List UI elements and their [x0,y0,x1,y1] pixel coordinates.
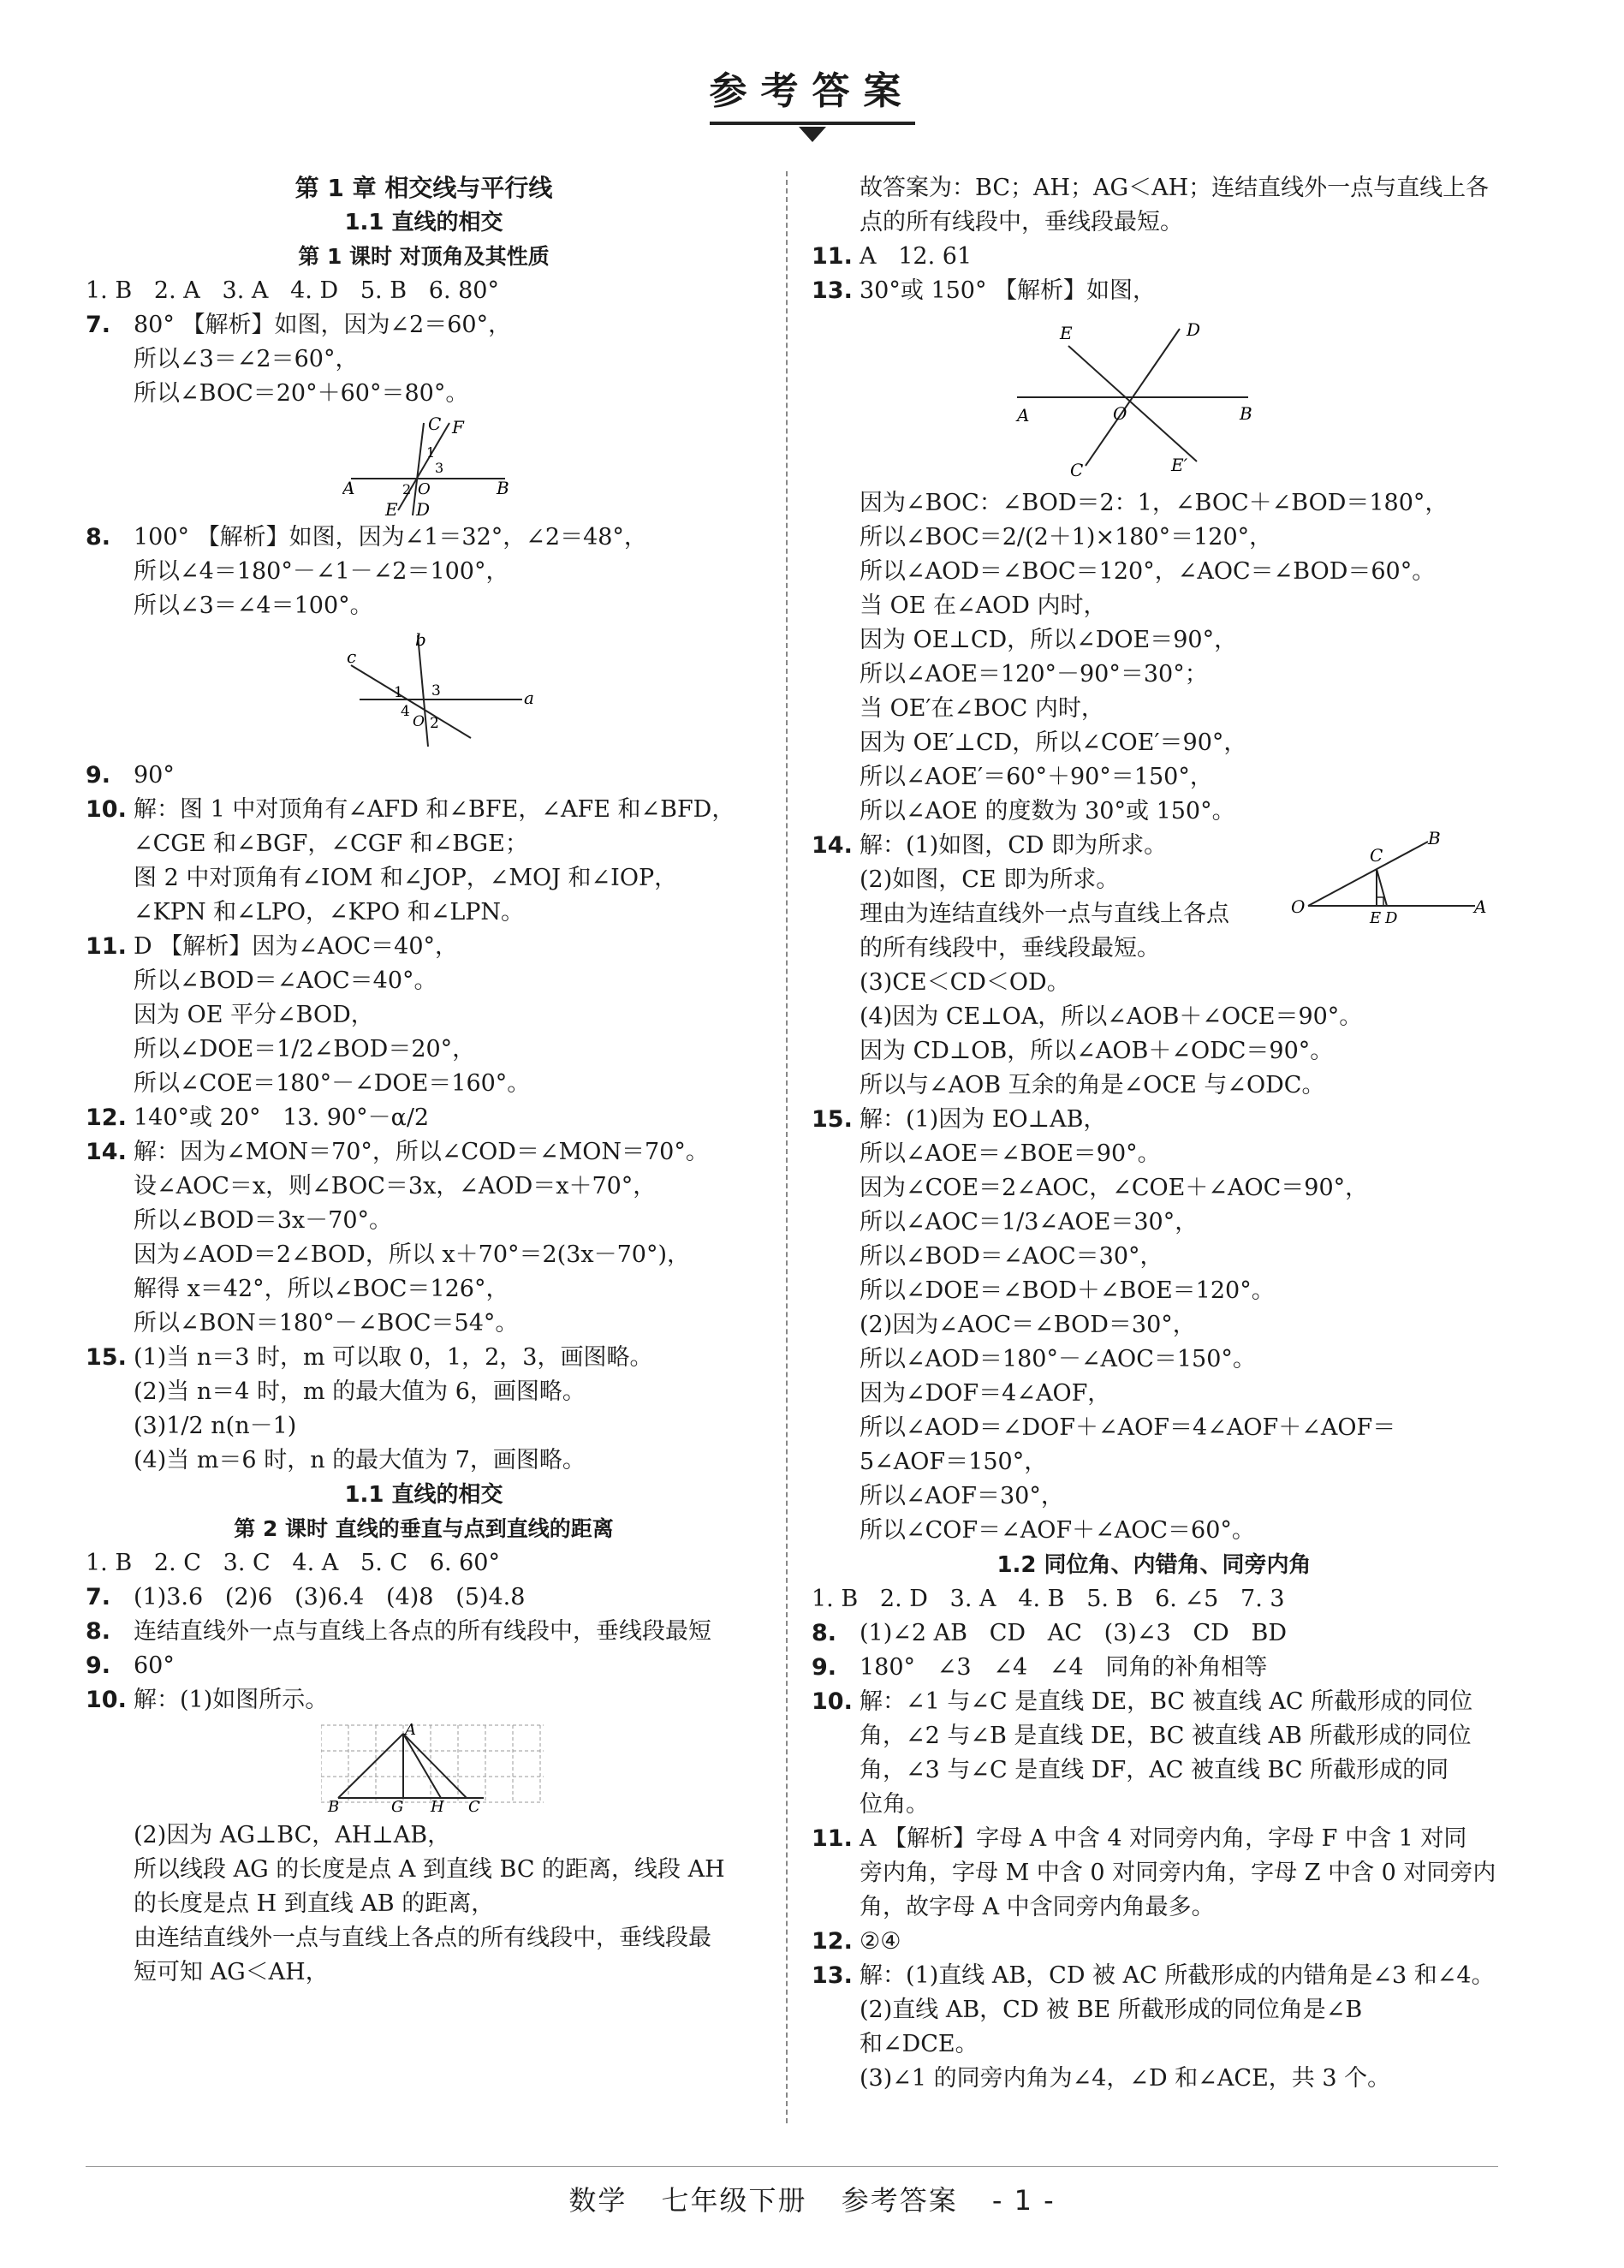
page-title-text: 参考答案 [709,69,915,113]
fig7-label: 1 [426,444,436,461]
fig7-label: 3 [435,460,444,476]
footer-grade: 七年级下册 [661,2184,807,2217]
answer-line: 因为 OE⊥CD，所以∠DOE＝90°， [860,627,1238,653]
answer-line: 解：图 1 中对顶角有∠AFD 和∠BFE，∠AFE 和∠BFD， [134,796,735,823]
section-heading: 1.2 同位角、内错角、同旁内角 [996,1552,1312,1578]
answer-line: (4)当 m＝6 时，n 的最大值为 7，画图略。 [134,1447,586,1473]
fig8-label: b [415,629,426,650]
fig7-label: E [385,499,398,517]
answer-13-solution [812,486,1496,829]
answer-14 [86,1135,762,1341]
answer-13 [812,274,1496,308]
answer-line: 短可知 AG＜AH， [134,1959,329,1985]
answer-line: (2)直线 AB，CD 被 BE 所截形成的同位角是∠B [860,1997,1363,2023]
fig10-label: G [391,1798,404,1815]
fig7-label: D [416,499,431,517]
lesson-heading: 第 1 课时 对顶角及其性质 [298,244,550,269]
answer-number: 13. [812,1962,853,1989]
answer-line: 因为 CD⊥OB，所以∠AOB＋∠ODC＝90°。 [860,1038,1334,1064]
answer-line: 点的所有线段中，垂线段最短。 [860,209,1183,235]
answer-line: A 12. 61 [860,243,973,270]
answer-number: 12. [812,1928,853,1955]
answer-line: 解：(1)因为 EO⊥AB， [860,1106,1107,1133]
answer-line: 图 2 中对顶角有∠IOM 和∠JOP，∠MOJ 和∠IOP， [134,865,678,891]
answer-line: (3)1/2 n(n－1) [134,1413,297,1439]
fig8-label: 2 [430,715,439,732]
answer-line: 位角。 [860,1791,929,1818]
answer-10-tail [812,171,1496,240]
answer-number: 14. [86,1139,127,1165]
answer-number: 14. [812,832,853,859]
fig13-label: E′ [1171,455,1188,475]
answer-line: ∠CGE 和∠BGF，∠CGF 和∠BGE； [134,830,528,857]
fig7-label: F [452,417,464,438]
fig10-label: H [431,1798,444,1815]
answer-line: 所以∠3＝∠4＝100°。 [134,592,373,619]
figure-13-diagram [1008,312,1265,483]
answer-7 [86,308,762,411]
answer-line: (2)当 n＝4 时，m 的最大值为 6，画图略。 [134,1378,586,1405]
fig13-label: D [1187,319,1201,340]
answer-number: 8. [86,524,111,551]
right-column [812,171,1496,2096]
answer-line: (2)如图，CE 即为所求。 [860,866,1120,893]
answer-line: 解：(1)如图所示。 [134,1687,329,1713]
left-column [86,171,762,1990]
answer-line: 所以∠COF＝∠AOF＋∠AOC＝60°。 [860,1517,1255,1544]
answer-line: 当 OE 在∠AOD 内时， [860,592,1107,619]
answer-line: (3)∠1 的同旁内角为∠4，∠D 和∠ACE，共 3 个。 [860,2065,1391,2092]
answer-number: 15. [812,1106,853,1133]
fig14-label: B [1428,829,1441,848]
answer-line: (3)CE＜CD＜OD。 [860,969,1070,996]
answer-13 [812,1959,1496,2096]
answer-line: 角，∠2 与∠B 是直线 DE，BC 被直线 AB 所截形成的同位 [860,1723,1472,1749]
answer-line: D 【解析】因为∠AOC＝40°， [134,933,459,960]
fig7-label: C [428,414,442,434]
answer-line: 90° [134,762,175,789]
answer-line: 所以∠BOC＝2/(2＋1)×180°＝120°， [860,524,1273,551]
footer-label: 参考答案 [841,2184,958,2217]
answer-line: 所以∠4＝180°－∠1－∠2＝100°， [134,558,509,585]
answer-line: 的长度是点 H 到直线 AB 的距离， [134,1890,495,1917]
answer-line: 由连结直线外一点与直线上各点的所有线段中，垂线段最 [134,1925,711,1951]
answer-line: 所以线段 AG 的长度是点 A 到直线 BC 的距离，线段 AH [134,1856,725,1883]
answer-number: 15. [86,1344,127,1371]
answer-number: 10. [86,1687,127,1713]
answer-line: 解：(1)直线 AB，CD 被 AC 所截形成的内错角是∠3 和∠4。 [860,1962,1495,1989]
section-heading: 1.1 直线的相交 [344,1482,503,1508]
answer-number: 9. [812,1654,837,1681]
answer-line: 所以∠AOF＝30°， [860,1483,1064,1509]
answer-number: 7. [86,312,111,338]
figure-7-diagram [342,414,514,517]
answer-line: 所以∠DOE＝∠BOD＋∠BOE＝120°。 [860,1277,1275,1304]
answer-line: 旁内角，字母 M 中含 0 对同旁内角，字母 Z 中含 0 对同旁内 [860,1860,1496,1886]
answer-8 [812,1616,1496,1651]
answer-line: 因为 OE′⊥CD，所以∠COE′＝90°， [860,729,1247,756]
answer-line: 所以∠AOD＝∠BOC＝120°，∠AOC＝∠BOD＝60°。 [860,558,1436,585]
answer-8 [86,1615,762,1649]
figure-8-diagram [342,627,539,755]
fig8-label: c [347,646,357,667]
answer-line: 解：∠1 与∠C 是直线 DE，BC 被直线 AC 所截形成的同位 [860,1688,1473,1715]
fig14-label: D [1385,909,1398,923]
answers-1-7: 1. B 2. D 3. A 4. B 5. B 6. ∠5 7. 3 [812,1586,1285,1612]
answer-line: 140°或 20° 13. 90°－α/2 [134,1104,430,1131]
fig10-label: A [405,1721,416,1739]
footer-rule [86,2166,1498,2167]
answers-1-6: 1. B 2. A 3. A 4. D 5. B 6. 80° [86,277,499,304]
fig13-label: C [1070,460,1084,480]
answer-12 [812,1925,1496,1959]
fig14-label: C [1370,845,1383,866]
fig8-label: O [413,713,425,730]
answer-line: (4)因为 CE⊥OA，所以∠AOB＋∠OCE＝90°。 [860,1003,1363,1030]
fig8-label: a [524,688,534,708]
answer-11 [86,930,762,1101]
answer-number: 9. [86,762,111,789]
answer-number: 13. [812,277,853,304]
answer-11 [812,1822,1496,1925]
fig14-label: A [1474,896,1487,917]
answer-9 [86,759,762,793]
answer-line: 所以∠AOE′＝60°＋90°＝150°， [860,764,1213,790]
answer-line: 角，故字母 A 中含同旁内角最多。 [860,1894,1215,1920]
answer-line: 因为∠BOC：∠BOD＝2：1，∠BOC＋∠BOD＝180°， [860,490,1449,516]
fig8-label: 3 [431,682,441,699]
answer-10 [86,1683,762,1717]
answer-line: ∠KPN 和∠LPO，∠KPO 和∠LPN。 [134,899,525,926]
section-heading: 1.1 直线的相交 [344,210,503,235]
answer-line: 所以∠AOE＝∠BOE＝90°。 [860,1140,1161,1167]
answer-line: (1)∠2 AB CD AC (3)∠3 CD BD [860,1620,1288,1646]
fig13-label: E [1060,323,1073,343]
answer-line: 所以∠BOD＝3x－70°。 [134,1207,393,1234]
answer-line: 所以∠AOD＝180°－∠AOC＝150°。 [860,1346,1256,1372]
answer-10 [812,1685,1496,1822]
answer-line: 所以∠AOD＝∠DOF＋∠AOF＝4∠AOF＋∠AOF＝ [860,1414,1396,1441]
page-header [0,60,1624,125]
answer-line: A 【解析】字母 A 中含 4 对同旁内角，字母 F 中含 1 对同 [860,1825,1467,1852]
chapter-heading: 第 1 章 相交线与平行线 [294,174,553,202]
title-arrow-icon [799,127,826,142]
answer-line: 所以∠DOE＝1/2∠BOD＝20°， [134,1036,476,1063]
answer-line: 所以∠AOE＝120°－90°＝30°； [860,661,1208,688]
answer-line: 因为∠COE＝2∠AOC，∠COE＋∠AOC＝90°， [860,1175,1369,1201]
page-title [710,60,915,125]
answer-line: (2)因为∠AOC＝∠BOD＝30°， [860,1312,1196,1338]
answer-line: 5∠AOF＝150°， [860,1449,1048,1475]
figure-14-diagram [1291,829,1488,923]
answer-line: 所以∠BOD＝∠AOC＝30°， [860,1243,1163,1270]
answer-number: 11. [812,243,853,270]
fig7-label: A [342,478,355,498]
answer-line: 和∠DCE。 [860,2031,979,2057]
answer-line: (2)因为 AG⊥BC，AH⊥AB， [134,1822,451,1848]
fig7-label: B [497,478,509,498]
fig13-label: O [1113,403,1127,424]
answer-line: 解：因为∠MON＝70°，所以∠COD＝∠MON＝70°。 [134,1139,709,1165]
figure-10-grid-diagram [321,1721,552,1815]
answer-number: 11. [812,1825,853,1852]
answer-12-13 [86,1101,762,1135]
answer-line: 所以∠BOC＝20°＋60°＝80°。 [134,380,469,407]
answer-line: 60° [134,1652,175,1679]
answer-line: 因为∠DOF＝4∠AOF， [860,1380,1111,1407]
answer-8 [86,521,762,623]
answer-11-12 [812,240,1496,274]
fig8-label: 1 [394,684,403,701]
answer-line: 角，∠3 与∠C 是直线 DF，AC 被直线 BC 所截形成的同 [860,1757,1449,1783]
answer-line: 解得 x＝42°，所以∠BOC＝126°， [134,1276,509,1302]
fig14-label: O [1291,896,1306,917]
page-number: - 1 - [991,2184,1056,2217]
fig13-label: B [1240,403,1252,424]
answer-10 [86,793,762,930]
answer-line: 所以与∠AOB 互余的角是∠OCE 与∠ODC。 [860,1072,1325,1098]
answer-line: 解：(1)如图，CD 即为所求。 [860,832,1168,859]
answer-number: 8. [812,1620,837,1646]
answer-line: 30°或 150° 【解析】如图， [860,277,1157,304]
answer-line: ②④ [860,1928,901,1955]
answer-line: 所以∠3＝∠2＝60°， [134,346,359,372]
answer-line: (1)当 n＝3 时，m 可以取 0，1，2，3，画图略。 [134,1344,653,1371]
answer-14 [812,829,1496,1103]
fig10-label: B [328,1798,340,1815]
lesson-heading: 第 2 课时 直线的垂直与点到直线的距离 [234,1516,614,1541]
answer-15 [86,1341,762,1478]
answer-line: 的所有线段中，垂线段最短。 [860,935,1160,961]
answer-line: 180° ∠3 ∠4 ∠4 同角的补角相等 [860,1654,1268,1681]
answer-line: 因为∠AOD＝2∠BOD，所以 x＋70°＝2(3x－70°)， [134,1241,691,1268]
fig7-label: O [418,480,431,498]
fig14-label: E [1370,909,1382,923]
answer-9 [812,1651,1496,1685]
answer-line: 所以∠BOD＝∠AOC＝40°。 [134,967,437,994]
footer-subject: 数学 [568,2184,628,2217]
answer-number: 8. [86,1618,111,1645]
answer-line: 故答案为：BC；AH；AG＜AH；连结直线外一点与直线上各 [860,175,1490,201]
answer-line: 理由为连结直线外一点与直线上各点 [860,901,1229,927]
answer-line: 所以∠AOE 的度数为 30°或 150°。 [860,798,1235,824]
answer-number: 12. [86,1104,127,1131]
answer-line: 所以∠AOC＝1/3∠AOE＝30°， [860,1209,1199,1235]
answer-line: 当 OE′在∠BOC 内时， [860,695,1104,722]
answer-line: 设∠AOC＝x，则∠BOC＝3x，∠AOD＝x＋70°， [134,1173,657,1199]
answers-1-6: 1. B 2. C 3. C 4. A 5. C 6. 60° [86,1550,500,1576]
column-divider [786,171,788,2123]
fig7-label: 2 [402,481,412,497]
answer-15 [812,1103,1496,1548]
fig13-label: A [1017,405,1030,426]
fig10-label: C [468,1798,480,1815]
answer-number: 10. [86,796,127,823]
answer-7 [86,1580,762,1615]
answer-number: 11. [86,933,127,960]
answer-number: 9. [86,1652,111,1679]
answer-line: 80° 【解析】如图，因为∠2＝60°， [134,312,512,338]
answer-10-continued [86,1819,762,1990]
answer-line: 因为 OE 平分∠BOD， [134,1002,374,1028]
answer-line: 所以∠COE＝180°－∠DOE＝160°。 [134,1070,531,1097]
answer-line: 100° 【解析】如图，因为∠1＝32°，∠2＝48°， [134,524,647,551]
answer-line: 所以∠BON＝180°－∠BOC＝54°。 [134,1310,519,1336]
answer-number: 10. [812,1688,853,1715]
answer-line: 连结直线外一点与直线上各点的所有线段中，垂线段最短 [134,1618,711,1645]
answer-number: 7. [86,1584,111,1610]
page-footer [0,2179,1624,2218]
fig8-label: 4 [401,703,410,720]
answer-9 [86,1649,762,1683]
answer-line: (1)3.6 (2)6 (3)6.4 (4)8 (5)4.8 [134,1584,526,1610]
